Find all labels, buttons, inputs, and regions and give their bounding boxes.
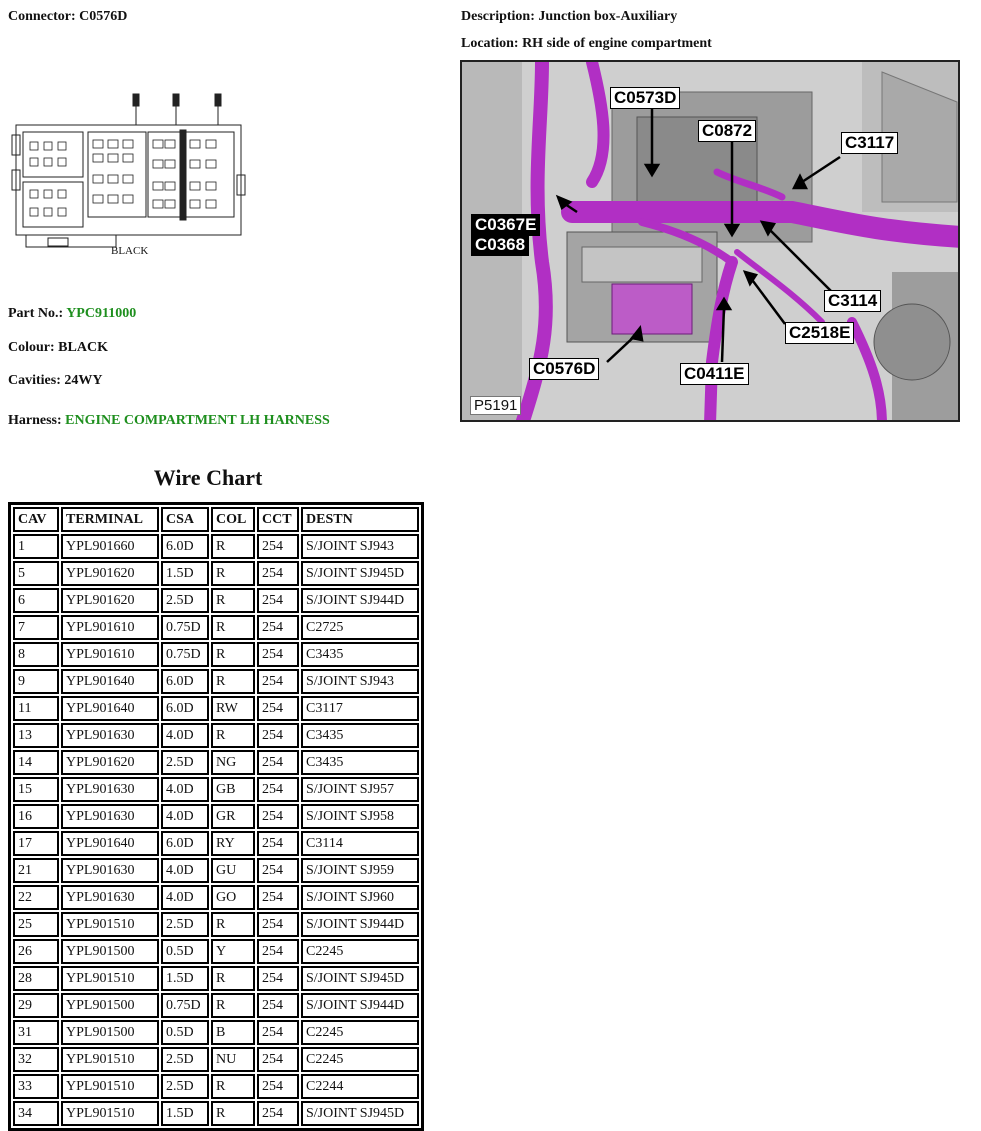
cell-csa: 4.0D bbox=[161, 885, 209, 910]
cell-cct: 254 bbox=[257, 966, 299, 991]
cell-terminal: YPL901640 bbox=[61, 696, 159, 721]
connector-id: C0576D bbox=[79, 9, 128, 24]
description-value: Junction box-Auxiliary bbox=[538, 9, 678, 24]
cell-csa: 0.5D bbox=[161, 939, 209, 964]
callout-c0573d: C0573D bbox=[610, 87, 680, 109]
cell-destn: C3435 bbox=[301, 750, 419, 775]
cell-terminal: YPL901500 bbox=[61, 993, 159, 1018]
connector-line bbox=[8, 9, 127, 25]
cell-cct: 254 bbox=[257, 831, 299, 856]
cell-cct: 254 bbox=[257, 1047, 299, 1072]
cell-cav: 32 bbox=[13, 1047, 59, 1072]
table-row bbox=[13, 588, 419, 613]
col-header-cct: CCT bbox=[257, 507, 299, 532]
cell-csa: 0.75D bbox=[161, 615, 209, 640]
colour-value: BLACK bbox=[58, 340, 108, 355]
table-row bbox=[13, 615, 419, 640]
table-row bbox=[13, 831, 419, 856]
cell-terminal: YPL901630 bbox=[61, 885, 159, 910]
cell-cav: 34 bbox=[13, 1101, 59, 1126]
table-row bbox=[13, 804, 419, 829]
cell-destn: S/JOINT SJ945D bbox=[301, 561, 419, 586]
cell-csa: 1.5D bbox=[161, 966, 209, 991]
table-row bbox=[13, 993, 419, 1018]
cell-destn: C3114 bbox=[301, 831, 419, 856]
cell-col: R bbox=[211, 642, 255, 667]
cell-cav: 11 bbox=[13, 696, 59, 721]
col-header-cav: CAV bbox=[13, 507, 59, 532]
cell-terminal: YPL901630 bbox=[61, 804, 159, 829]
harness-line bbox=[8, 413, 330, 429]
cell-col: R bbox=[211, 588, 255, 613]
cell-terminal: YPL901620 bbox=[61, 561, 159, 586]
cell-col: GO bbox=[211, 885, 255, 910]
table-row bbox=[13, 1101, 419, 1126]
cell-cct: 254 bbox=[257, 804, 299, 829]
table-row bbox=[13, 939, 419, 964]
cell-csa: 2.5D bbox=[161, 912, 209, 937]
cell-destn: S/JOINT SJ944D bbox=[301, 588, 419, 613]
cell-terminal: YPL901620 bbox=[61, 588, 159, 613]
cavities-label: Cavities: bbox=[8, 373, 61, 388]
cell-terminal: YPL901640 bbox=[61, 669, 159, 694]
cell-terminal: YPL901510 bbox=[61, 1047, 159, 1072]
cavities-line bbox=[8, 373, 103, 389]
cell-csa: 4.0D bbox=[161, 723, 209, 748]
cell-cct: 254 bbox=[257, 1020, 299, 1045]
cell-col: B bbox=[211, 1020, 255, 1045]
cell-col: R bbox=[211, 615, 255, 640]
cell-csa: 4.0D bbox=[161, 777, 209, 802]
table-row bbox=[13, 912, 419, 937]
cell-csa: 2.5D bbox=[161, 588, 209, 613]
cell-col: NG bbox=[211, 750, 255, 775]
cell-destn: C2245 bbox=[301, 939, 419, 964]
cell-terminal: YPL901610 bbox=[61, 642, 159, 667]
col-header-destn: DESTN bbox=[301, 507, 419, 532]
callout-c3114: C3114 bbox=[824, 290, 881, 312]
cell-cct: 254 bbox=[257, 696, 299, 721]
harness-value: ENGINE COMPARTMENT LH HARNESS bbox=[65, 413, 330, 428]
cell-col: Y bbox=[211, 939, 255, 964]
callout-c0367e: C0367E bbox=[471, 214, 540, 236]
table-row bbox=[13, 885, 419, 910]
part-number: YPC911000 bbox=[66, 306, 137, 321]
cell-cav: 22 bbox=[13, 885, 59, 910]
cell-cct: 254 bbox=[257, 939, 299, 964]
cell-destn: S/JOINT SJ960 bbox=[301, 885, 419, 910]
callout-c0872: C0872 bbox=[698, 120, 756, 142]
cell-terminal: YPL901510 bbox=[61, 912, 159, 937]
cell-terminal: YPL901510 bbox=[61, 966, 159, 991]
cell-cct: 254 bbox=[257, 1101, 299, 1126]
harness-label: Harness: bbox=[8, 413, 62, 428]
cell-terminal: YPL901660 bbox=[61, 534, 159, 559]
table-row bbox=[13, 966, 419, 991]
cell-cav: 26 bbox=[13, 939, 59, 964]
cell-col: RW bbox=[211, 696, 255, 721]
cell-terminal: YPL901620 bbox=[61, 750, 159, 775]
cell-destn: C3435 bbox=[301, 642, 419, 667]
cell-destn: C3435 bbox=[301, 723, 419, 748]
location-photo bbox=[460, 60, 960, 422]
diagram-caption: BLACK bbox=[111, 245, 149, 257]
cell-destn: C2244 bbox=[301, 1074, 419, 1099]
cell-terminal: YPL901500 bbox=[61, 1020, 159, 1045]
wire-chart-body bbox=[13, 534, 419, 1126]
callout-c2518e: C2518E bbox=[785, 322, 854, 344]
cell-csa: 6.0D bbox=[161, 831, 209, 856]
cell-cct: 254 bbox=[257, 912, 299, 937]
table-row bbox=[13, 723, 419, 748]
cell-cav: 28 bbox=[13, 966, 59, 991]
cell-cct: 254 bbox=[257, 993, 299, 1018]
cell-csa: 2.5D bbox=[161, 750, 209, 775]
cell-col: R bbox=[211, 1101, 255, 1126]
cell-col: R bbox=[211, 993, 255, 1018]
cell-destn: S/JOINT SJ943 bbox=[301, 669, 419, 694]
cell-cav: 9 bbox=[13, 669, 59, 694]
table-row bbox=[13, 1047, 419, 1072]
cell-col: R bbox=[211, 561, 255, 586]
cell-cav: 21 bbox=[13, 858, 59, 883]
table-row bbox=[13, 777, 419, 802]
cell-cct: 254 bbox=[257, 723, 299, 748]
connector-face-diagram bbox=[8, 90, 248, 265]
description-label: Description: bbox=[461, 9, 535, 24]
cell-terminal: YPL901510 bbox=[61, 1101, 159, 1126]
cell-csa: 1.5D bbox=[161, 1101, 209, 1126]
cell-cav: 8 bbox=[13, 642, 59, 667]
cell-cav: 25 bbox=[13, 912, 59, 937]
callout-c0411e: C0411E bbox=[680, 363, 749, 385]
cell-cav: 15 bbox=[13, 777, 59, 802]
cell-terminal: YPL901630 bbox=[61, 777, 159, 802]
table-row bbox=[13, 750, 419, 775]
cell-cav: 13 bbox=[13, 723, 59, 748]
cell-csa: 4.0D bbox=[161, 858, 209, 883]
cell-destn: C2245 bbox=[301, 1020, 419, 1045]
cell-cav: 16 bbox=[13, 804, 59, 829]
callout-c0368: C0368 bbox=[471, 234, 529, 256]
cell-terminal: YPL901630 bbox=[61, 858, 159, 883]
cell-col: NU bbox=[211, 1047, 255, 1072]
cell-csa: 0.5D bbox=[161, 1020, 209, 1045]
cell-col: R bbox=[211, 966, 255, 991]
cell-destn: S/JOINT SJ943 bbox=[301, 534, 419, 559]
cell-cav: 7 bbox=[13, 615, 59, 640]
cell-cav: 33 bbox=[13, 1074, 59, 1099]
cell-col: RY bbox=[211, 831, 255, 856]
cell-csa: 4.0D bbox=[161, 804, 209, 829]
cell-destn: S/JOINT SJ959 bbox=[301, 858, 419, 883]
cell-cct: 254 bbox=[257, 615, 299, 640]
table-row bbox=[13, 669, 419, 694]
table-row bbox=[13, 1020, 419, 1045]
cell-cct: 254 bbox=[257, 750, 299, 775]
cell-col: R bbox=[211, 1074, 255, 1099]
col-header-terminal: TERMINAL bbox=[61, 507, 159, 532]
cell-terminal: YPL901510 bbox=[61, 1074, 159, 1099]
connector-label: Connector: bbox=[8, 9, 76, 24]
cell-col: GB bbox=[211, 777, 255, 802]
table-header-row bbox=[13, 507, 419, 532]
location-line bbox=[461, 36, 712, 52]
cell-cct: 254 bbox=[257, 1074, 299, 1099]
cell-cct: 254 bbox=[257, 885, 299, 910]
cell-destn: S/JOINT SJ958 bbox=[301, 804, 419, 829]
cell-csa: 0.75D bbox=[161, 642, 209, 667]
cell-csa: 2.5D bbox=[161, 1047, 209, 1072]
cell-cct: 254 bbox=[257, 777, 299, 802]
cell-destn: S/JOINT SJ945D bbox=[301, 1101, 419, 1126]
cell-csa: 1.5D bbox=[161, 561, 209, 586]
cell-cct: 254 bbox=[257, 642, 299, 667]
cell-cct: 254 bbox=[257, 561, 299, 586]
cell-col: R bbox=[211, 723, 255, 748]
cell-col: R bbox=[211, 912, 255, 937]
cell-terminal: YPL901630 bbox=[61, 723, 159, 748]
callout-c3117: C3117 bbox=[841, 132, 898, 154]
cell-destn: S/JOINT SJ944D bbox=[301, 912, 419, 937]
cell-terminal: YPL901640 bbox=[61, 831, 159, 856]
cell-cav: 17 bbox=[13, 831, 59, 856]
callout-c0576d: C0576D bbox=[529, 358, 599, 380]
cavities-value: 24WY bbox=[64, 373, 103, 388]
cell-destn: S/JOINT SJ944D bbox=[301, 993, 419, 1018]
table-row bbox=[13, 1074, 419, 1099]
cell-destn: S/JOINT SJ945D bbox=[301, 966, 419, 991]
col-header-col: COL bbox=[211, 507, 255, 532]
wire-chart-table bbox=[8, 502, 424, 1131]
cell-cav: 5 bbox=[13, 561, 59, 586]
cell-col: GU bbox=[211, 858, 255, 883]
cell-destn: S/JOINT SJ957 bbox=[301, 777, 419, 802]
cell-cav: 6 bbox=[13, 588, 59, 613]
table-row bbox=[13, 561, 419, 586]
cell-cct: 254 bbox=[257, 669, 299, 694]
cell-csa: 6.0D bbox=[161, 696, 209, 721]
cell-cav: 1 bbox=[13, 534, 59, 559]
table-row bbox=[13, 534, 419, 559]
cell-cct: 254 bbox=[257, 858, 299, 883]
cell-col: R bbox=[211, 534, 255, 559]
cell-col: R bbox=[211, 669, 255, 694]
table-row bbox=[13, 858, 419, 883]
cell-cct: 254 bbox=[257, 588, 299, 613]
cell-terminal: YPL901500 bbox=[61, 939, 159, 964]
photo-reference-id: P5191 bbox=[470, 396, 521, 415]
cell-csa: 6.0D bbox=[161, 669, 209, 694]
part-label: Part No.: bbox=[8, 306, 64, 321]
cell-csa: 0.75D bbox=[161, 993, 209, 1018]
colour-line bbox=[8, 340, 108, 356]
cell-cav: 29 bbox=[13, 993, 59, 1018]
location-label: Location: bbox=[461, 36, 519, 51]
location-value: RH side of engine compartment bbox=[522, 36, 712, 51]
cell-destn: C2245 bbox=[301, 1047, 419, 1072]
wire-chart-title: Wire Chart bbox=[153, 465, 263, 490]
cell-destn: C3117 bbox=[301, 696, 419, 721]
col-header-csa: CSA bbox=[161, 507, 209, 532]
cell-cct: 254 bbox=[257, 534, 299, 559]
table-row bbox=[13, 642, 419, 667]
cell-cav: 31 bbox=[13, 1020, 59, 1045]
cell-cav: 14 bbox=[13, 750, 59, 775]
cell-csa: 6.0D bbox=[161, 534, 209, 559]
part-number-line bbox=[8, 306, 136, 322]
colour-label: Colour: bbox=[8, 340, 55, 355]
cell-col: GR bbox=[211, 804, 255, 829]
table-row bbox=[13, 696, 419, 721]
cell-terminal: YPL901610 bbox=[61, 615, 159, 640]
description-line bbox=[461, 9, 677, 25]
cell-destn: C2725 bbox=[301, 615, 419, 640]
cell-csa: 2.5D bbox=[161, 1074, 209, 1099]
